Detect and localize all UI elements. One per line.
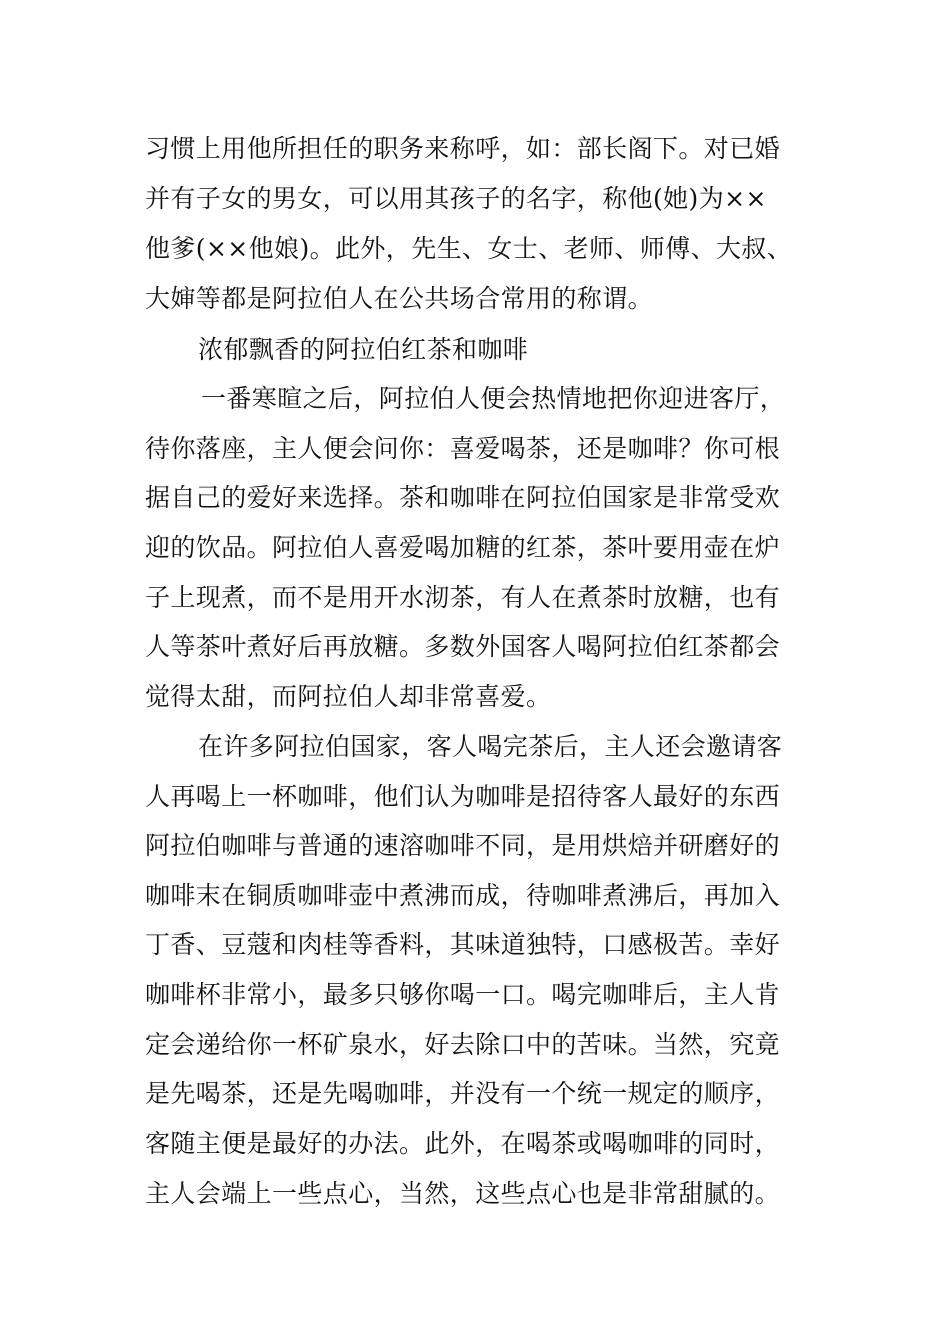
text-line: 定会递给你一杯矿泉水，好去除口中的苦味。当然，究竟 bbox=[145, 1030, 781, 1059]
text-line: 主人会端上一些点心，当然，这些点心也是非常甜腻的。 bbox=[145, 1179, 781, 1208]
text-line: 丁香、豆蔻和肉桂等香料，其味道独特，口感极苦。幸好 bbox=[145, 930, 781, 959]
text-line: 是先喝茶，还是先喝咖啡，并没有一个统一规定的顺序， bbox=[145, 1079, 781, 1108]
section-heading: 浓郁飘香的阿拉伯红茶和咖啡 bbox=[198, 335, 529, 364]
text-line: 迎的饮品。阿拉伯人喜爱喝加糖的红茶，茶叶要用壶在炉 bbox=[145, 533, 781, 562]
text-line: 大婶等都是阿拉伯人在公共场合常用的称谓。 bbox=[145, 284, 654, 313]
text-line: 觉得太甜，而阿拉伯人却非常喜爱。 bbox=[145, 682, 552, 711]
text-line: 待你落座，主人便会问你：喜爱喝茶，还是咖啡？你可根 bbox=[145, 434, 781, 463]
text-line: 咖啡末在铜质咖啡壶中煮沸而成，待咖啡煮沸后，再加入 bbox=[145, 881, 781, 910]
text-line: 习惯上用他所担任的职务来称呼，如：部长阁下。对已婚 bbox=[145, 134, 781, 163]
text-line: 阿拉伯咖啡与普通的速溶咖啡不同，是用烘焙并研磨好的 bbox=[145, 831, 781, 860]
text-line: 子上现煮，而不是用开水沏茶，有人在煮茶时放糖，也有 bbox=[145, 583, 781, 612]
text-line: 人等茶叶煮好后再放糖。多数外国客人喝阿拉伯红茶都会 bbox=[145, 632, 781, 661]
text-line: 他爹(××他娘)。此外，先生、女士、老师、师傅、大叔、 bbox=[145, 234, 793, 263]
text-line: 据自己的爱好来选择。茶和咖啡在阿拉伯国家是非常受欢 bbox=[145, 483, 781, 512]
text-line: 人再喝上一杯咖啡，他们认为咖啡是招待客人最好的东西 bbox=[145, 782, 781, 811]
text-line: 在许多阿拉伯国家，客人喝完茶后，主人还会邀请客 bbox=[198, 732, 783, 761]
text-line: 客随主便是最好的办法。此外，在喝茶或喝咖啡的同时， bbox=[145, 1129, 781, 1158]
text-line: 咖啡杯非常小，最多只够你喝一口。喝完咖啡后，主人肯 bbox=[145, 980, 781, 1009]
text-line: 一番寒暄之后，阿拉伯人便会热情地把你迎进客厅， bbox=[201, 384, 786, 413]
text-line: 并有子女的男女，可以用其孩子的名字，称他(她)为×× bbox=[145, 184, 767, 213]
